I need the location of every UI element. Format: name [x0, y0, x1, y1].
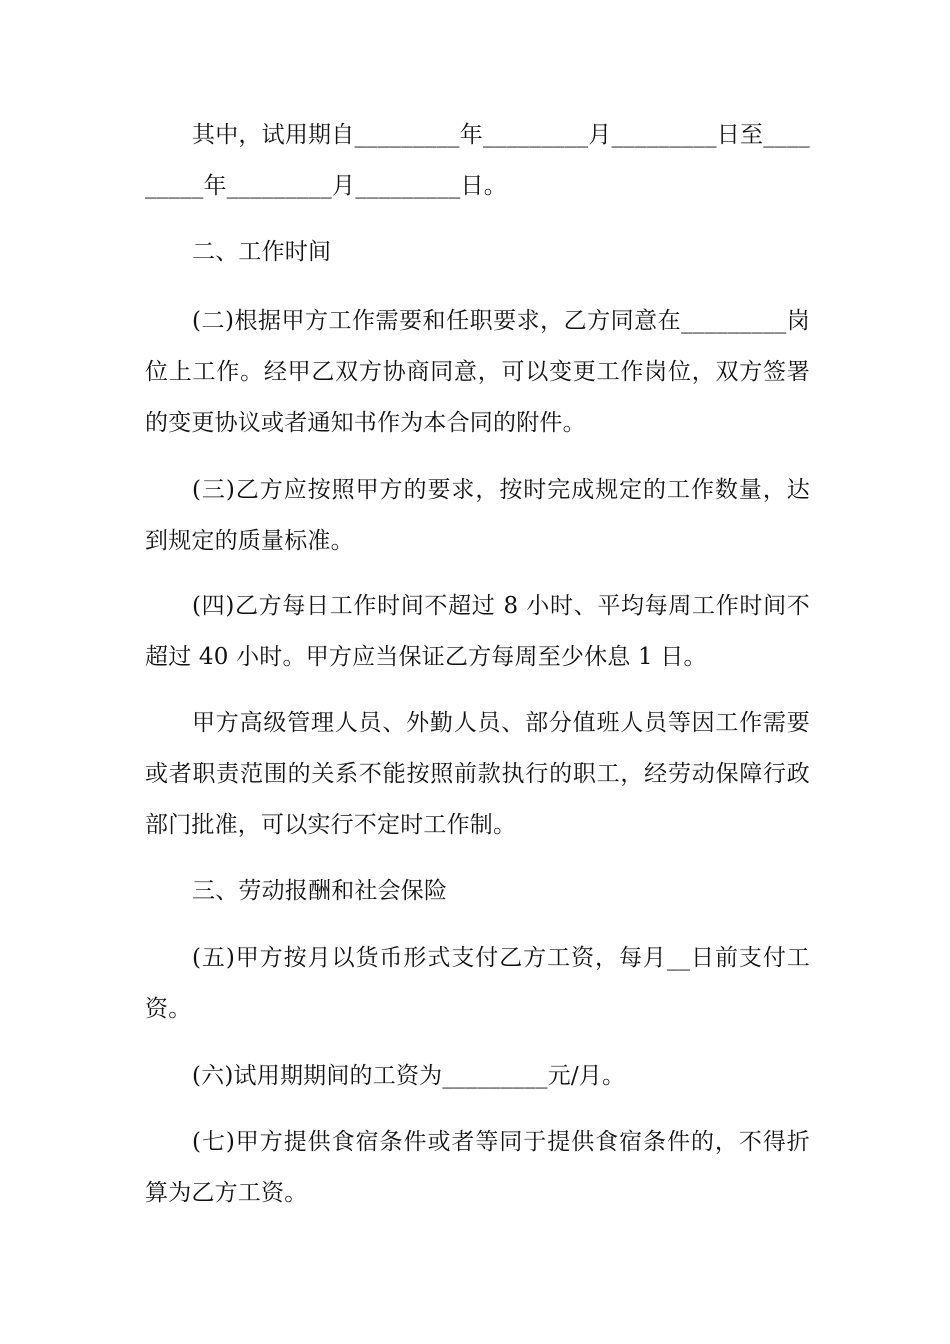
paragraph-clause-7: (七)甲方提供食宿条件或者等同于提供食宿条件的，不得折算为乙方工资。 — [145, 1129, 810, 1206]
section-heading-remuneration: 三、劳动报酬和社会保险 — [192, 878, 448, 904]
paragraph-clause-4: (四)乙方每日工作时间不超过 8 小时、平均每周工作时间不超过 40 小时。甲方应当保证乙方每周至少休息 1 日。 — [145, 593, 810, 670]
paragraph-clause-6: (六)试用期期间的工资为_________元/月。 — [192, 1063, 626, 1089]
paragraph-clause-5: (五)甲方按月以货币形式支付乙方工资，每月__日前支付工资。 — [145, 945, 810, 1022]
paragraph-flexible-hours: 甲方高级管理人员、外勤人员、部分值班人员等因工作需要或者职责范围的关系不能按照前款执行的职工，经劳动保障行政部门批准，可以实行不定时工作制。 — [145, 710, 810, 838]
paragraph-clause-2: (二)根据甲方工作需要和任职要求，乙方同意在_________岗位上工作。经甲乙双方协商同意，可以变更工作岗位，双方签署的变更协议或者通知书作为本合同的附件。 — [145, 308, 810, 436]
section-heading-working-time: 二、工作时间 — [192, 239, 332, 265]
paragraph-clause-3: (三)乙方应按照甲方的要求，按时完成规定的工作数量，达到规定的质量标准。 — [145, 477, 810, 554]
paragraph-probation-period: 其中，试用期自_________年_________月_________日至_________年_________月_________日。 — [145, 122, 810, 199]
